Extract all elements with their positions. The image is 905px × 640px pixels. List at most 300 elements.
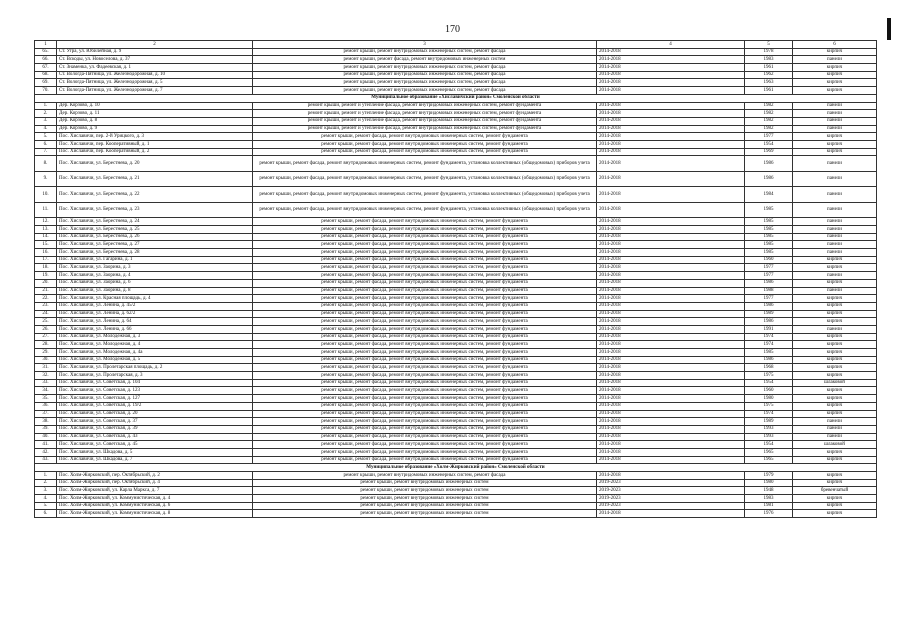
wall-material-cell: кирпич — [793, 310, 877, 318]
works-cell: ремонт крыши, ремонт фасада, ремонт внутридомовых инженерных систем, ремонт фундамента — [253, 456, 597, 464]
table-row — [35, 241, 877, 249]
works-cell: ремонт крыши, ремонт фасада, ремонт внутридомовых инженерных систем, ремонт фундамента, установка коллективных (общедомовых) приборов учета — [253, 156, 597, 172]
wall-material-cell: кирпич — [793, 395, 877, 403]
column-number-row — [35, 41, 877, 49]
year-built-cell: 1986 — [745, 318, 793, 326]
table-row — [35, 379, 877, 387]
row-number: 28. — [35, 341, 57, 349]
wall-material-cell: кирпич — [793, 387, 877, 395]
row-number: 15. — [35, 241, 57, 249]
table-row — [35, 64, 877, 72]
table-row — [35, 87, 877, 95]
year-built-cell: 1965 — [745, 456, 793, 464]
works-cell: ремонт крыши, ремонт фасада, ремонт внутридомовых инженерных систем, ремонт фундамента — [253, 295, 597, 303]
column-number: 1 — [35, 41, 57, 49]
wall-material-cell: кирпич — [793, 341, 877, 349]
table-row — [35, 479, 877, 487]
address-cell: Ст. Вскоды, ул. Новоселова, д. 37 — [57, 56, 253, 64]
wall-material-cell: кирпич — [793, 140, 877, 148]
wall-material-cell: кирпич — [793, 279, 877, 287]
year-built-cell: 1982 — [745, 125, 793, 133]
works-cell: ремонт крыши, ремонт внутридомовых инженерных систем — [253, 487, 597, 495]
works-cell: ремонт крыши, ремонт фасада, ремонт внутридомовых инженерных систем, ремонт фундамента — [253, 341, 597, 349]
address-cell: Пос. Хиславичи, ул. Пролетарская площадь, д. 2 — [57, 364, 253, 372]
period-cell: 2014-2018 — [597, 56, 745, 64]
period-cell: 2014-2018 — [597, 418, 745, 426]
row-number: 25. — [35, 318, 57, 326]
year-built-cell: 1954 — [745, 379, 793, 387]
address-cell: Пос. Хиславичи, ул. Советская, д. 123 — [57, 387, 253, 395]
column-number: 4 — [597, 41, 745, 49]
repair-schedule-table — [34, 40, 877, 518]
address-cell: Пос. Хиславичи, ул. Молодежная, д. 4а — [57, 349, 253, 357]
period-cell: 2014-2018 — [597, 272, 745, 280]
period-cell: 2014-2018 — [597, 218, 745, 226]
municipality-title: Муниципальное образование «Холм-Жирковский район» Смоленской области — [35, 464, 877, 472]
row-number: 11. — [35, 202, 57, 218]
table-row — [35, 102, 877, 110]
wall-material-cell: кирпич — [793, 356, 877, 364]
address-cell: Пос. Хиславичи, ул. Советская, д. 45 — [57, 441, 253, 449]
table-row — [35, 325, 877, 333]
row-number: 31. — [35, 364, 57, 372]
year-built-cell: 1986 — [745, 302, 793, 310]
table-row — [35, 495, 877, 503]
row-number: 1. — [35, 472, 57, 480]
period-cell: 2014-2018 — [597, 395, 745, 403]
address-cell: Пос. Хиславичи, ул. Советская, д. 43 — [57, 433, 253, 441]
period-cell: 2014-2018 — [597, 156, 745, 172]
wall-material-cell: панели — [793, 226, 877, 234]
table-row — [35, 79, 877, 87]
year-built-cell: 1986 — [745, 171, 793, 187]
period-cell: 2014-2018 — [597, 233, 745, 241]
period-cell: 2014-2018 — [597, 456, 745, 464]
row-number: 4. — [35, 125, 57, 133]
period-cell: 2014-2018 — [597, 356, 745, 364]
works-cell: ремонт крыши, ремонт фасада, ремонт внутридомовых инженерных систем, ремонт фундамента — [253, 379, 597, 387]
wall-material-cell: кирпич — [793, 479, 877, 487]
year-built-cell: 1989 — [745, 310, 793, 318]
year-built-cell: 1983 — [745, 56, 793, 64]
row-number: 67. — [35, 64, 57, 72]
period-cell: 2014-2018 — [597, 287, 745, 295]
year-built-cell: 1961 — [745, 64, 793, 72]
works-cell: ремонт крыши, ремонт фасада, ремонт внутридомовых инженерных систем, ремонт фундамента — [253, 425, 597, 433]
table-row — [35, 410, 877, 418]
wall-material-cell: панели — [793, 218, 877, 226]
year-built-cell: 1960 — [745, 387, 793, 395]
year-built-cell: 1948 — [745, 487, 793, 495]
table-row — [35, 302, 877, 310]
row-number: 3. — [35, 117, 57, 125]
municipality-section-row — [35, 94, 877, 102]
period-cell: 2014-2018 — [597, 349, 745, 357]
address-cell: Пос. Хиславичи, ул. Молодежная, д. 4 — [57, 341, 253, 349]
works-cell: ремонт крыши, ремонт и утепление фасада, ремонт внутридомовых инженерных систем, ремонт фундамента — [253, 102, 597, 110]
works-cell: ремонт крыши, ремонт фасада, ремонт внутридомовых инженерных систем, ремонт фундамента, установка коллективных (общедомовых) приборов учета — [253, 202, 597, 218]
row-number: 12. — [35, 218, 57, 226]
wall-material-cell: кирпич — [793, 71, 877, 79]
period-cell: 2014-2018 — [597, 187, 745, 203]
period-cell: 2014-2018 — [597, 249, 745, 257]
table-row — [35, 249, 877, 257]
wall-material-cell: кирпич — [793, 48, 877, 56]
year-built-cell: 1985 — [745, 249, 793, 257]
works-cell: ремонт крыши, ремонт фасада, ремонт внутридомовых инженерных систем, ремонт фундамента — [253, 140, 597, 148]
address-cell: Пос. Хиславичи, ул. Заорина, д. 4 — [57, 272, 253, 280]
row-number: 18. — [35, 264, 57, 272]
row-number: 21. — [35, 287, 57, 295]
period-cell: 2014-2018 — [597, 341, 745, 349]
table-row — [35, 472, 877, 480]
row-number: 13. — [35, 226, 57, 234]
year-built-cell: 1988 — [745, 287, 793, 295]
address-cell: Пос. Хиславичи, ул. Заорина, д. 6 — [57, 279, 253, 287]
address-cell: Дер. Корзово, д. 9 — [57, 125, 253, 133]
wall-material-cell: кирпич — [793, 64, 877, 72]
address-cell: Пос. Холм-Жирковский, ул. Коммунистическая, д. 6 — [57, 502, 253, 510]
row-number: 65. — [35, 48, 57, 56]
year-built-cell: 1978 — [745, 48, 793, 56]
wall-material-cell: панели — [793, 433, 877, 441]
year-built-cell: 1965 — [745, 448, 793, 456]
wall-material-cell: кирпич — [793, 364, 877, 372]
table-row — [35, 287, 877, 295]
year-built-cell: 1983 — [745, 495, 793, 503]
wall-material-cell: кирпич — [793, 448, 877, 456]
table-row — [35, 387, 877, 395]
table-row — [35, 310, 877, 318]
wall-material-cell: кирпич — [793, 133, 877, 141]
period-cell: 2014-2018 — [597, 279, 745, 287]
wall-material-cell: панели — [793, 102, 877, 110]
row-number: 68. — [35, 71, 57, 79]
year-built-cell: 1960 — [745, 256, 793, 264]
address-cell: Пос. Хиславичи, ул. Берестнева, д. 25 — [57, 226, 253, 234]
table-row — [35, 487, 877, 495]
works-cell: ремонт крыши, ремонт фасада, ремонт внутридомовых инженерных систем, ремонт фундамента — [253, 433, 597, 441]
row-number: 39. — [35, 425, 57, 433]
works-cell: ремонт крыши, ремонт фасада, ремонт внутридомовых инженерных систем, ремонт фундамента — [253, 302, 597, 310]
wall-material-cell: панели — [793, 156, 877, 172]
table-row — [35, 433, 877, 441]
table-row — [35, 256, 877, 264]
period-cell: 2014-2018 — [597, 472, 745, 480]
period-cell: 2014-2018 — [597, 48, 745, 56]
wall-material-cell: кирпич — [793, 502, 877, 510]
table-row — [35, 140, 877, 148]
row-number: 66. — [35, 56, 57, 64]
works-cell: ремонт крыши, ремонт фасада, ремонт внутридомовых инженерных систем, ремонт фундамента — [253, 349, 597, 357]
wall-material-cell: кирпич — [793, 349, 877, 357]
address-cell: Пос. Хиславичи, ул. Шкадова, д. 7 — [57, 456, 253, 464]
wall-material-cell: панели — [793, 425, 877, 433]
table-row — [35, 133, 877, 141]
address-cell: Пос. Холм-Жирковский, пер. Октябрьский, д. 2 — [57, 472, 253, 480]
period-cell: 2014-2018 — [597, 441, 745, 449]
wall-material-cell: кирпич — [793, 510, 877, 518]
row-number: 37. — [35, 410, 57, 418]
period-cell: 2014-2018 — [597, 333, 745, 341]
year-built-cell: 1980 — [745, 479, 793, 487]
table-row — [35, 171, 877, 187]
wall-material-cell: панели — [793, 202, 877, 218]
year-built-cell: 1976 — [745, 510, 793, 518]
row-number: 69. — [35, 79, 57, 87]
row-number: 42. — [35, 448, 57, 456]
table-row — [35, 333, 877, 341]
table-row — [35, 295, 877, 303]
period-cell: 2014-2018 — [597, 202, 745, 218]
address-cell: Дер. Корзово, д. 10 — [57, 102, 253, 110]
period-cell: 2014-2018 — [597, 295, 745, 303]
works-cell: ремонт крыши, ремонт и утепление фасада, ремонт внутридомовых инженерных систем, ремонт фундамента — [253, 125, 597, 133]
year-built-cell: 1991 — [745, 325, 793, 333]
works-cell: ремонт крыши, ремонт фасада, ремонт внутридомовых инженерных систем, ремонт фундамента — [253, 287, 597, 295]
works-cell: ремонт крыши, ремонт фасада, ремонт внутридомовых инженерных систем, ремонт фундамента — [253, 272, 597, 280]
wall-material-cell: панели — [793, 241, 877, 249]
address-cell: Пос. Хиславичи, ул. Заорина, д. 8 — [57, 287, 253, 295]
year-built-cell: 1986 — [745, 156, 793, 172]
municipality-title: Муниципальное образование «Хиславичский район» Смоленской области — [35, 94, 877, 102]
wall-material-cell: бревенчатый — [793, 487, 877, 495]
works-cell: ремонт крыши, ремонт фасада, ремонт внутридомовых инженерных систем, ремонт фундамента — [253, 410, 597, 418]
table-row — [35, 148, 877, 156]
row-number: 16. — [35, 249, 57, 257]
wall-material-cell: панели — [793, 171, 877, 187]
address-cell: Пос. Холм-Жирковский, ул. Карла Маркса, д. 7 — [57, 487, 253, 495]
address-cell: Ст. Вологда-Пятница, ул. Железнодорожная, д. 5 — [57, 79, 253, 87]
works-cell: ремонт крыши, ремонт фасада, ремонт внутридомовых инженерных систем, ремонт фундамента — [253, 333, 597, 341]
period-cell: 2014-2018 — [597, 71, 745, 79]
address-cell: Пос. Хиславичи, ул. Ленина, д. 45/2 — [57, 302, 253, 310]
wall-material-cell: кирпич — [793, 495, 877, 503]
address-cell: Пос. Хиславичи, пер. 2-й Урицкого, д. 3 — [57, 133, 253, 141]
period-cell: 2019-2023 — [597, 479, 745, 487]
table-row — [35, 264, 877, 272]
table-row — [35, 448, 877, 456]
column-number: 3 — [253, 41, 597, 49]
works-cell: ремонт крыши, ремонт фасада, ремонт внутридомовых инженерных систем, ремонт фундамента — [253, 448, 597, 456]
year-built-cell: 1985 — [745, 349, 793, 357]
row-number: 6. — [35, 140, 57, 148]
year-built-cell: 1962 — [745, 71, 793, 79]
address-cell: Пос. Хиславичи, ул. Берестнева, д. 24 — [57, 218, 253, 226]
works-cell: ремонт крыши, ремонт фасада, ремонт внутридомовых инженерных систем, ремонт фундамента — [253, 418, 597, 426]
works-cell: ремонт крыши, ремонт фасада, ремонт внутридомовых инженерных систем, ремонт фундамента — [253, 218, 597, 226]
row-number: 32. — [35, 372, 57, 380]
address-cell: Пос. Хиславичи, ул. Ленина, д. 66 — [57, 325, 253, 333]
period-cell: 2014-2018 — [597, 402, 745, 410]
works-cell: ремонт крыши, ремонт фасада, ремонт внутридомовых инженерных систем, ремонт фундамента — [253, 364, 597, 372]
row-number: 27. — [35, 333, 57, 341]
row-number: 8. — [35, 156, 57, 172]
year-built-cell: 1985 — [745, 233, 793, 241]
works-cell: ремонт крыши, ремонт внутридомовых инженерных систем — [253, 495, 597, 503]
address-cell: Пос. Хиславичи, ул. Советская, д. 104 — [57, 379, 253, 387]
address-cell: Пос. Хиславичи, ул. Красная площадь, д. 4 — [57, 295, 253, 303]
period-cell: 2014-2018 — [597, 79, 745, 87]
table-row — [35, 110, 877, 118]
table-row — [35, 156, 877, 172]
table-row — [35, 117, 877, 125]
year-built-cell: 1975 — [745, 402, 793, 410]
works-cell: ремонт крыши, ремонт внутридомовых инженерных систем — [253, 510, 597, 518]
year-built-cell: 1954 — [745, 140, 793, 148]
address-cell: Пос. Хиславичи, ул. Берестнева, д. 27 — [57, 241, 253, 249]
year-built-cell: 1954 — [745, 441, 793, 449]
wall-material-cell: панели — [793, 418, 877, 426]
works-cell: ремонт крыши, ремонт фасада, ремонт внутридомовых инженерных систем, ремонт фундамента — [253, 441, 597, 449]
table-row — [35, 349, 877, 357]
address-cell: Пос. Холм-Жирковский, ул. Коммунистическая, д. 8 — [57, 510, 253, 518]
year-built-cell: 1974 — [745, 333, 793, 341]
row-number: 22. — [35, 295, 57, 303]
period-cell: 2014-2018 — [597, 410, 745, 418]
works-cell: ремонт крыши, ремонт фасада, ремонт внутридомовых инженерных систем, ремонт фундамента — [253, 264, 597, 272]
address-cell: Ст. Вологда-Пятница, ул. Железнодорожная, д. 7 — [57, 87, 253, 95]
wall-material-cell: панели — [793, 125, 877, 133]
wall-material-cell: панели — [793, 325, 877, 333]
period-cell: 2014-2018 — [597, 310, 745, 318]
year-built-cell: 1974 — [745, 410, 793, 418]
table-row — [35, 125, 877, 133]
period-cell: 2014-2018 — [597, 241, 745, 249]
row-number: 26. — [35, 325, 57, 333]
year-built-cell: 1977 — [745, 264, 793, 272]
row-number: 34. — [35, 387, 57, 395]
page-number: 170 — [445, 24, 460, 35]
year-built-cell: 1985 — [745, 218, 793, 226]
row-number: 20. — [35, 279, 57, 287]
works-cell: ремонт крыши, ремонт фасада, ремонт внутридомовых инженерных систем — [253, 56, 597, 64]
table-row — [35, 510, 877, 518]
year-built-cell: 1974 — [745, 341, 793, 349]
wall-material-cell: кирпич — [793, 264, 877, 272]
year-built-cell: 1968 — [745, 364, 793, 372]
scan-edge-mark — [887, 18, 891, 40]
period-cell: 2014-2018 — [597, 387, 745, 395]
period-cell: 2014-2018 — [597, 325, 745, 333]
wall-material-cell: кирпич — [793, 402, 877, 410]
column-number: 2 — [57, 41, 253, 49]
table-row — [35, 441, 877, 449]
wall-material-cell: панели — [793, 187, 877, 203]
row-number: 4. — [35, 495, 57, 503]
row-number: 33. — [35, 379, 57, 387]
row-number: 3. — [35, 487, 57, 495]
year-built-cell: 1979 — [745, 472, 793, 480]
year-built-cell: 1985 — [745, 241, 793, 249]
row-number: 5. — [35, 133, 57, 141]
works-cell: ремонт крыши, ремонт внутридомовых инженерных систем, ремонт фасада — [253, 64, 597, 72]
row-number: 23. — [35, 302, 57, 310]
address-cell: Пос. Хиславичи, ул. Берестнева, д. 20 — [57, 156, 253, 172]
row-number: 5. — [35, 502, 57, 510]
table-row — [35, 272, 877, 280]
year-built-cell: 1977 — [745, 295, 793, 303]
row-number: 17. — [35, 256, 57, 264]
wall-material-cell: шлаковой — [793, 441, 877, 449]
year-built-cell: 1993 — [745, 425, 793, 433]
works-cell: ремонт крыши, ремонт внутридомовых инженерных систем, ремонт фасада — [253, 79, 597, 87]
wall-material-cell: кирпич — [793, 256, 877, 264]
address-cell: Пос. Хиславичи, ул. Берестнева, д. 21 — [57, 171, 253, 187]
period-cell: 2014-2018 — [597, 64, 745, 72]
wall-material-cell: панели — [793, 56, 877, 64]
works-cell: ремонт крыши, ремонт фасада, ремонт внутридомовых инженерных систем, ремонт фундамента — [253, 148, 597, 156]
address-cell: Пос. Хиславичи, ул. Советская, д. 37 — [57, 418, 253, 426]
address-cell: Дер. Корзово, д. 8 — [57, 117, 253, 125]
table-row — [35, 456, 877, 464]
table-row — [35, 279, 877, 287]
works-cell: ремонт крыши, ремонт внутридомовых инженерных систем, ремонт фасада — [253, 48, 597, 56]
address-cell: Пос. Хиславичи, ул. Заорина, д. 3 — [57, 264, 253, 272]
column-number: 6 — [793, 41, 877, 49]
wall-material-cell: кирпич — [793, 333, 877, 341]
wall-material-cell: кирпич — [793, 410, 877, 418]
table-row — [35, 341, 877, 349]
address-cell: Ст. Знаменка, ул. Фадеевская, д. 1 — [57, 64, 253, 72]
period-cell: 2014-2018 — [597, 433, 745, 441]
works-cell: ремонт крыши, ремонт фасада, ремонт внутридомовых инженерных систем, ремонт фундамента — [253, 256, 597, 264]
address-cell: Пос. Хиславичи, ул. Ленина, д. 62/2 — [57, 310, 253, 318]
period-cell: 2019-2023 — [597, 495, 745, 503]
wall-material-cell: кирпич — [793, 302, 877, 310]
address-cell: Пос. Хиславичи, ул. Молодежная, д. 5 — [57, 356, 253, 364]
column-number: 5 — [745, 41, 793, 49]
address-cell: Пос. Хиславичи, ул. Молодежная, д. 3 — [57, 333, 253, 341]
row-number: 10. — [35, 187, 57, 203]
year-built-cell: 1985 — [745, 202, 793, 218]
works-cell: ремонт крыши, ремонт внутридомовых инженерных систем — [253, 502, 597, 510]
period-cell: 2014-2018 — [597, 117, 745, 125]
table-row — [35, 418, 877, 426]
row-number: 1. — [35, 102, 57, 110]
year-built-cell: 1984 — [745, 187, 793, 203]
row-number: 24. — [35, 310, 57, 318]
period-cell: 2014-2018 — [597, 364, 745, 372]
municipality-section-row — [35, 464, 877, 472]
period-cell: 2014-2018 — [597, 372, 745, 380]
table-row — [35, 356, 877, 364]
works-cell: ремонт крыши, ремонт фасада, ремонт внутридомовых инженерных систем, ремонт фундамента — [253, 402, 597, 410]
row-number: 41. — [35, 441, 57, 449]
works-cell: ремонт крыши, ремонт фасада, ремонт внутридомовых инженерных систем, ремонт фундамента — [253, 372, 597, 380]
year-built-cell: 1993 — [745, 433, 793, 441]
row-number: 40. — [35, 433, 57, 441]
table-row — [35, 202, 877, 218]
wall-material-cell: кирпич — [793, 79, 877, 87]
row-number: 14. — [35, 233, 57, 241]
row-number: 36. — [35, 402, 57, 410]
year-built-cell: 1977 — [745, 133, 793, 141]
wall-material-cell: панели — [793, 117, 877, 125]
year-built-cell: 1969 — [745, 148, 793, 156]
period-cell: 2014-2018 — [597, 318, 745, 326]
address-cell: Пос. Хиславичи, ул. Советская, д. 19/2 — [57, 402, 253, 410]
works-cell: ремонт крыши, ремонт фасада, ремонт внутридомовых инженерных систем, ремонт фундамента, установка коллективных (общедомовых) приборов учета — [253, 187, 597, 203]
wall-material-cell: панели — [793, 272, 877, 280]
works-cell: ремонт крыши, ремонт фасада, ремонт внутридомовых инженерных систем, ремонт фундамента, установка коллективных (общедомовых) приборов учета — [253, 171, 597, 187]
period-cell: 2019-2023 — [597, 487, 745, 495]
works-cell: ремонт крыши, ремонт и утепление фасада, ремонт внутридомовых инженерных систем, ремонт фундамента — [253, 117, 597, 125]
period-cell: 2014-2018 — [597, 125, 745, 133]
table-row — [35, 318, 877, 326]
table-row — [35, 56, 877, 64]
address-cell: Пос. Хиславичи, ул. Берестнева, д. 28 — [57, 249, 253, 257]
